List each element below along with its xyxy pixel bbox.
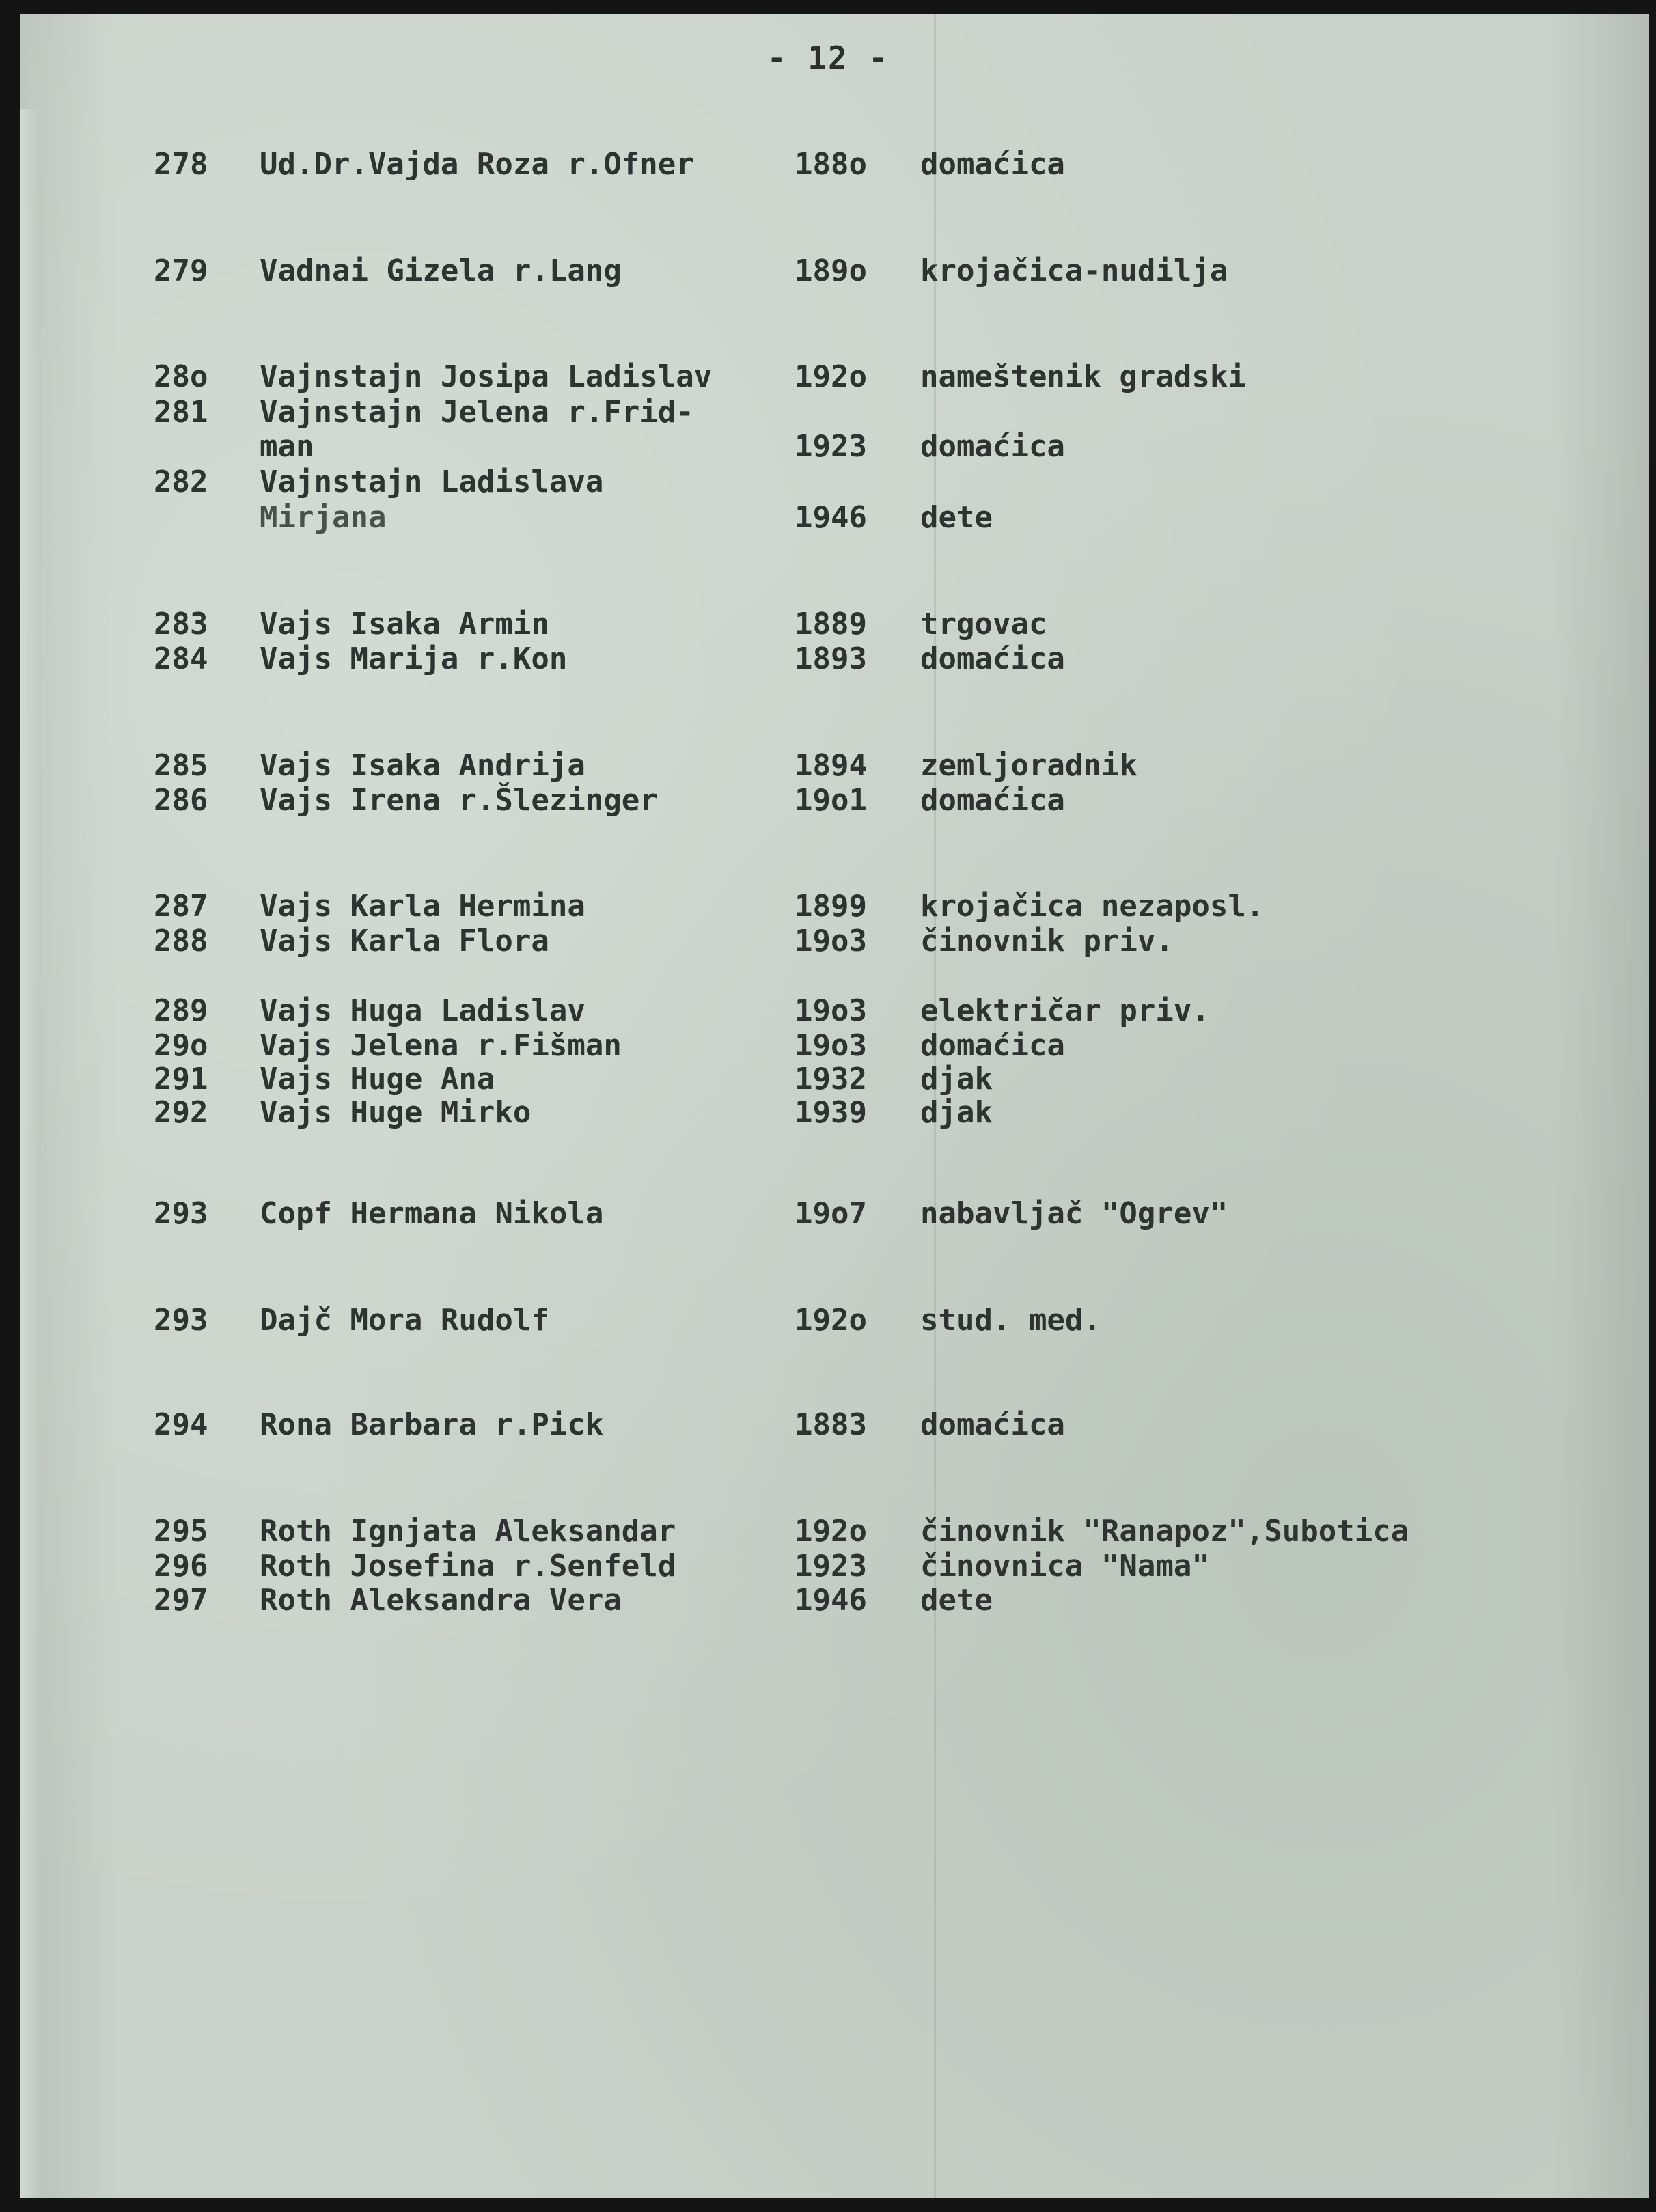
entry-name-continued: man	[260, 429, 314, 464]
entry-name: Roth Josefina r.Senfeld	[260, 1549, 676, 1584]
entry-number: 282	[154, 465, 208, 499]
entry-name: Vajs Huge Mirko	[260, 1095, 532, 1130]
entry-number: 292	[154, 1095, 208, 1130]
entry-number: 291	[154, 1062, 208, 1096]
entry-occupation: domaćica	[920, 783, 1065, 818]
entry-number: 297	[154, 1583, 208, 1618]
entry-occupation: nameštenik gradski	[920, 359, 1246, 394]
entry-name: Vajs Isaka Andrija	[260, 748, 585, 783]
entry-number: 286	[154, 783, 208, 818]
entry-name: Roth Aleksandra Vera	[260, 1583, 622, 1618]
entry-year: 192o	[795, 359, 867, 394]
entry-year: 19o7	[795, 1196, 867, 1231]
entry-year: 192o	[795, 1514, 867, 1549]
entry-number: 288	[154, 924, 208, 958]
entry-year: 189o	[795, 253, 867, 288]
entry-occupation: činovnik "Ranapoz",Subotica	[920, 1514, 1409, 1549]
entry-occupation: stud. med.	[920, 1303, 1101, 1338]
entry-name: Vajs Huge Ana	[260, 1062, 495, 1096]
entry-occupation: dete	[920, 1583, 993, 1618]
entry-occupation: domaćica	[920, 429, 1065, 464]
entry-occupation: nabavljač "Ogrev"	[920, 1196, 1228, 1231]
entry-name: Vajs Karla Hermina	[260, 889, 585, 924]
entry-year: 1923	[795, 429, 867, 464]
entry-number: 285	[154, 748, 208, 783]
entry-occupation: činovnik priv.	[920, 924, 1174, 958]
entry-number: 283	[154, 607, 208, 641]
entry-year: 1946	[795, 500, 867, 535]
entry-occupation: djak	[920, 1062, 993, 1096]
entry-name: Dajč Mora Rudolf	[260, 1303, 549, 1338]
entry-year: 1939	[795, 1095, 867, 1130]
entry-name: Roth Ignjata Aleksandar	[260, 1514, 676, 1549]
entry-occupation: djak	[920, 1095, 993, 1130]
entry-occupation: krojačica-nudilja	[920, 253, 1228, 288]
paper-fold	[20, 109, 41, 2212]
entry-year: 1932	[795, 1062, 867, 1096]
entry-name: Ud.Dr.Vajda Roza r.Ofner	[260, 147, 694, 182]
entry-occupation: domaćica	[920, 147, 1065, 182]
entry-name: Vajnstajn Jelena r.Frid-	[260, 395, 694, 430]
entry-occupation: zemljoradnik	[920, 748, 1137, 783]
entry-number: 293	[154, 1196, 208, 1231]
entry-year: 188o	[795, 147, 867, 182]
entry-name: Vajs Karla Flora	[260, 924, 549, 958]
entry-year: 19o3	[795, 993, 867, 1028]
entry-year: 1946	[795, 1583, 867, 1618]
entry-number: 28o	[154, 359, 208, 394]
entry-occupation: domaćica	[920, 641, 1065, 676]
entry-name: Vajnstajn Ladislava	[260, 465, 604, 499]
entry-number: 296	[154, 1549, 208, 1584]
entry-name: Vadnai Gizela r.Lang	[260, 253, 622, 288]
entry-occupation: trgovac	[920, 607, 1047, 641]
entry-year: 192o	[795, 1303, 867, 1338]
entry-year: 1899	[795, 889, 867, 924]
entry-name: Rona Barbara r.Pick	[260, 1407, 604, 1442]
entry-number: 281	[154, 395, 208, 430]
entry-number: 278	[154, 147, 208, 182]
entry-year: 19o1	[795, 783, 867, 818]
entry-name: Vajs Jelena r.Fišman	[260, 1028, 622, 1063]
entry-number: 294	[154, 1407, 208, 1442]
entry-year: 1883	[795, 1407, 867, 1442]
entry-name: Copf Hermana Nikola	[260, 1196, 604, 1231]
entry-occupation: domaćica	[920, 1407, 1065, 1442]
entry-name: Vajs Huga Ladislav	[260, 993, 585, 1028]
entry-occupation: domaćica	[920, 1028, 1065, 1063]
entry-year: 1923	[795, 1549, 867, 1584]
entry-name-continued: Mirjana	[260, 500, 387, 535]
entry-year: 1894	[795, 748, 867, 783]
entry-name: Vajnstajn Josipa Ladislav	[260, 359, 713, 394]
entry-occupation: krojačica nezaposl.	[920, 889, 1265, 924]
entry-occupation: činovnica "Nama"	[920, 1549, 1210, 1584]
entry-number: 289	[154, 993, 208, 1028]
page-number: - 12 -	[767, 40, 889, 77]
entry-year: 19o3	[795, 924, 867, 958]
entry-number: 284	[154, 641, 208, 676]
entry-number: 295	[154, 1514, 208, 1549]
entry-year: 1893	[795, 641, 867, 676]
entry-occupation: dete	[920, 500, 993, 535]
entry-name: Vajs Isaka Armin	[260, 607, 549, 641]
entry-number: 279	[154, 253, 208, 288]
entry-year: 19o3	[795, 1028, 867, 1063]
entry-number: 287	[154, 889, 208, 924]
entry-name: Vajs Irena r.Šlezinger	[260, 783, 658, 818]
entry-year: 1889	[795, 607, 867, 641]
entry-occupation: električar priv.	[920, 993, 1210, 1028]
entry-number: 293	[154, 1303, 208, 1338]
entry-number: 29o	[154, 1028, 208, 1063]
entry-name: Vajs Marija r.Kon	[260, 641, 568, 676]
